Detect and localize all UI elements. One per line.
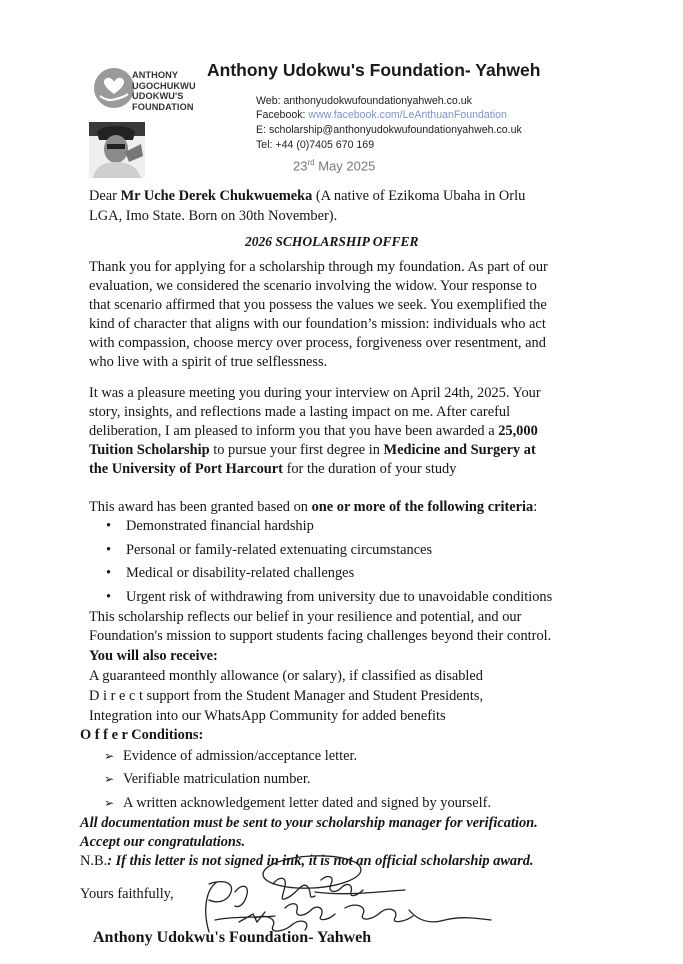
receive-heading: You will also receive: — [89, 648, 218, 664]
criteria-intro: This award has been granted based on one or more of the following criteria: — [89, 499, 538, 515]
salutation-line-1: Dear Mr Uche Derek Chukwuemeka (A native of Ezikoma Ubaha in Orlu — [89, 188, 526, 204]
congratulations-line: Accept our congratulations. — [80, 834, 246, 850]
facebook-link[interactable]: www.facebook.com/LeAnthuanFoundation — [308, 109, 507, 121]
criteria-item: • Personal or family-related extenuating circumstances — [106, 542, 433, 558]
nb-note: N.B.: If this letter is not signed in ink, it is not an official scholarship award. — [80, 853, 534, 869]
offer-title: 2026 SCHOLARSHIP OFFER — [245, 234, 419, 249]
receive-item: A guaranteed monthly allowance (or salary), if classified as disabled — [89, 668, 484, 684]
condition-item: ➢ Verifiable matriculation number. — [104, 771, 311, 787]
email-address: E: scholarship@anthonyudokwufoundationyahweh.co.uk — [256, 124, 522, 136]
web-address: Web: anthonyudokwufoundationyahweh.co.uk — [256, 95, 472, 107]
criteria-item: • Demonstrated financial hardship — [106, 518, 314, 534]
paragraph-mission: This scholarship reflects our belief in your resilience and potential, and our Foundation's mission to support students facing challenges beyond their control. — [89, 609, 552, 644]
receive-item: D i r e c t support from the Student Manager and Student Presidents, — [89, 688, 484, 704]
letter-date: 23rd May 2025 — [293, 158, 376, 174]
criteria-item: • Medical or disability-related challenges — [106, 565, 355, 581]
recipient-name: Mr Uche Derek Chukwuemeka — [120, 188, 313, 204]
logo-text: ANTHONY UGOCHUKWU UDOKWU'S FOUNDATION — [132, 70, 196, 112]
salutation-line-2: LGA, Imo State. Born on 30th November). — [89, 208, 338, 224]
telephone: Tel: +44 (0)7405 670 169 — [256, 139, 375, 151]
paragraph-intro: Thank you for applying for a scholarship through my foundation. As part of our evaluation, we considered the scenario involving the widow. Your response to that scenario affirmed that you possess the values we seek. You exemplified the kind of character that aligns with our foundation’s mission: individuals who act with compassion, choose mercy over process, forgiveness over resentment, and who live with a spirit of true selflessness. — [89, 259, 548, 370]
condition-item: ➢ A written acknowledgement letter dated and signed by yourself. — [104, 795, 492, 811]
receive-item: Integration into our WhatsApp Community for added benefits — [89, 708, 446, 724]
documentation-notice: All documentation must be sent to your scholarship manager for verification. — [80, 815, 538, 831]
signature-block-org-name: Anthony Udokwu's Foundation- Yahweh — [93, 929, 372, 946]
condition-item: ➢ Evidence of admission/acceptance letter. — [104, 748, 358, 764]
facebook-line: Facebook: www.facebook.com/LeAnthuanFoundation — [256, 109, 507, 121]
paragraph-award: It was a pleasure meeting you during your interview on April 24th, 2025. Your story, insights, and reflections made a lasting impact on me. After careful deliberation, I am pleased to inform you that you have been awarded a 25,000 Tuition Scholarship to pursue your first degree in Medicine and Surgery at the University of Port Harcourt for the duration of your study — [89, 385, 541, 477]
conditions-heading: O f f e r Conditions: — [80, 727, 204, 743]
closing-line: Yours faithfully, — [80, 886, 174, 902]
organization-name: Anthony Udokwu's Foundation- Yahweh — [207, 60, 541, 80]
founder-photo — [89, 122, 145, 178]
criteria-item: • Urgent risk of withdrawing from university due to unavoidable conditions — [106, 589, 553, 605]
